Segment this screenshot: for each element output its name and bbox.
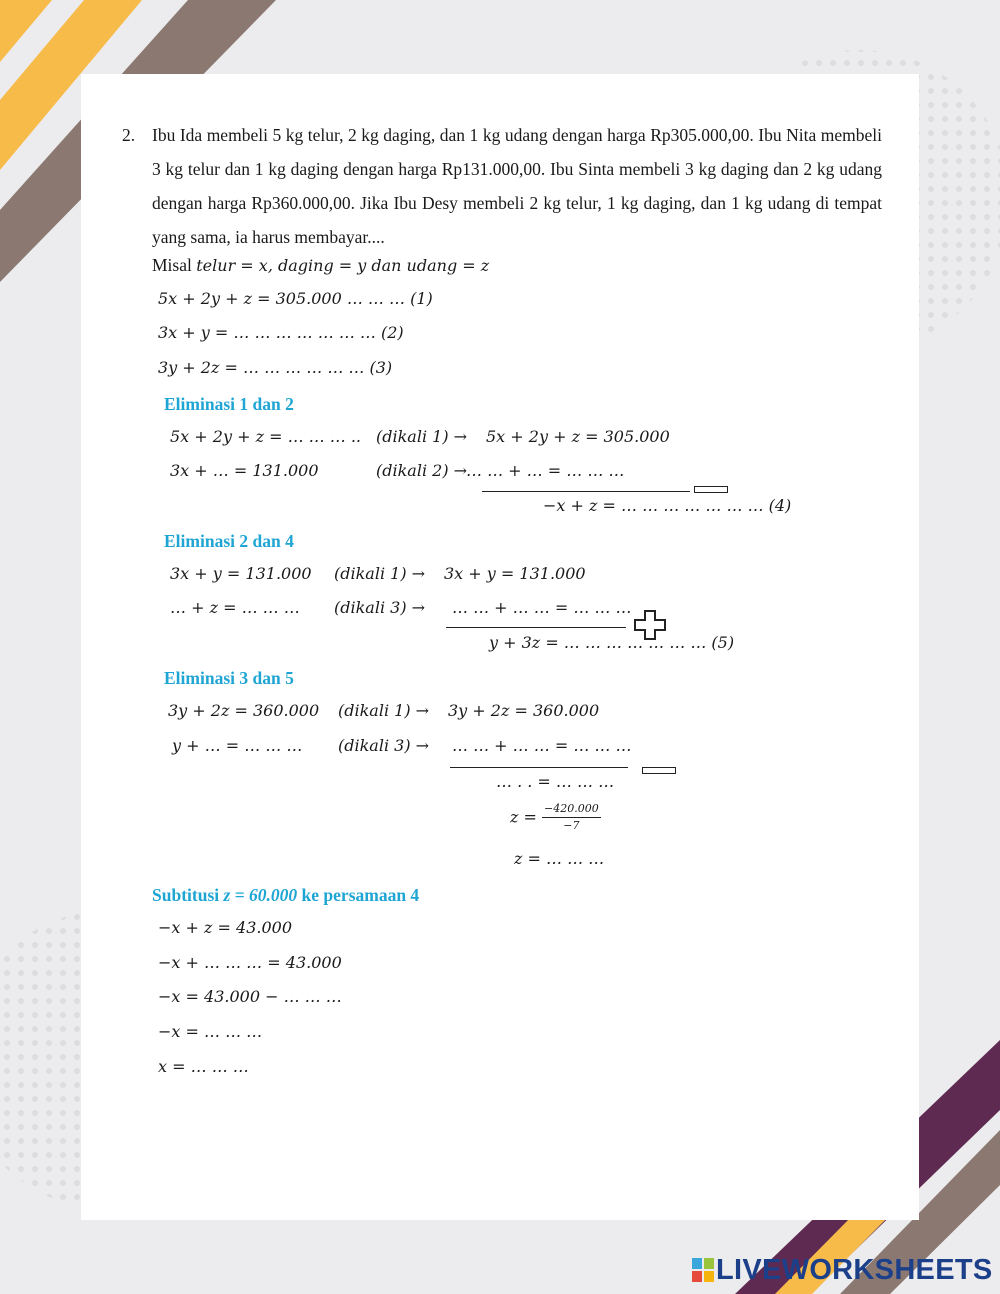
equation-3: 3y + 2z = … … … … … … (3) <box>158 358 393 377</box>
elim-1-2-row2-right: … … + … = … … … <box>466 461 625 480</box>
elim-3-5-row1-right: 3y + 2z = 360.000 <box>448 701 600 720</box>
elim-3-5-z-answer: z = … … … <box>514 849 605 868</box>
elim-3-5-row1-mult: (dikali 1) → <box>338 701 430 720</box>
substitution-line-1: −x + z = 43.000 <box>158 918 292 937</box>
misal-expression: telur = x, daging = y dan udang = z <box>196 256 490 275</box>
misal-line <box>152 257 489 275</box>
elim-2-4-title: Eliminasi 2 dan 4 <box>164 531 294 551</box>
elim-3-5-row2-right: … … + … … = … … … <box>452 736 632 755</box>
substitution-title <box>152 885 419 906</box>
elim-1-2-title: Eliminasi 1 dan 2 <box>164 394 294 414</box>
elim-3-5-fraction-line <box>510 802 601 833</box>
problem-number: 2. <box>122 125 136 145</box>
elim-1-2-row2-left: 3x + … = 131.000 <box>170 461 319 480</box>
elim-3-5-title: Eliminasi 3 dan 5 <box>164 668 294 688</box>
liveworksheets-logo-text[interactable]: LIVEWORKSHEETS <box>716 1254 993 1286</box>
substitution-title-suffix: ke persamaan 4 <box>297 885 420 905</box>
liveworksheets-logo-icon <box>692 1258 714 1282</box>
elim-2-4-row2-right: … … + … … = … … … <box>452 598 632 617</box>
equation-1: 5x + 2y + z = 305.000 … … … (1) <box>158 289 433 308</box>
elim-2-4-row2-mult: (dikali 3) → <box>334 598 426 617</box>
substitution-line-3: −x = 43.000 − … … … <box>158 987 342 1006</box>
problem-text: Ibu Ida membeli 5 kg telur, 2 kg daging, dan 1 kg udang dengan harga Rp305.000,00. Ibu Nita membeli 3 kg telur dan 1 kg daging dengan harga Rp131.000,00. Ibu Sinta membeli 3 kg daging dan 2 kg udang dengan harga Rp360.000,00. Jika Ibu Desy membeli 2 kg telur, 1 kg daging, dan 1 kg udang di tempat yang sama, ia harus membayar.... <box>152 125 882 247</box>
minus-operator-icon <box>642 767 676 774</box>
elim-1-2-row1-mult: (dikali 1) → <box>376 427 468 446</box>
elim-3-5-row1-left: 3y + 2z = 360.000 <box>168 701 320 720</box>
misal-label: Misal <box>152 255 197 275</box>
elim-2-4-row2-left: … + z = … … … <box>170 598 300 617</box>
substitution-line-2: −x + … … … = 43.000 <box>158 953 342 972</box>
fraction-denominator: −7 <box>563 818 580 832</box>
fraction-lhs: z = <box>510 807 537 827</box>
minus-operator-icon <box>694 486 728 493</box>
elim-1-2-row1-right: 5x + 2y + z = 305.000 <box>486 427 670 446</box>
fraction <box>542 802 601 833</box>
substitution-title-prefix: Subtitusi <box>152 885 224 905</box>
fraction-numerator: −420.000 <box>542 802 601 818</box>
substitution-line-4: −x = … … … <box>158 1022 263 1041</box>
equation-2: 3x + y = … … … … … … … (2) <box>158 323 404 342</box>
elim-2-4-sum-line <box>446 627 626 628</box>
elim-1-2-result: −x + z = … … … … … … … (4) <box>543 496 792 515</box>
elim-2-4-row1-mult: (dikali 1) → <box>334 564 426 583</box>
elim-3-5-row2-mult: (dikali 3) → <box>338 736 430 755</box>
elim-3-5-row3: … . . = … … … <box>496 772 615 791</box>
elim-1-2-row1-left: 5x + 2y + z = … … … .. <box>170 427 362 446</box>
elim-2-4-row1-left: 3x + y = 131.000 <box>170 564 312 583</box>
substitution-line-5: x = … … … <box>158 1057 249 1076</box>
elim-2-4-row1-right: 3x + y = 131.000 <box>444 564 586 583</box>
elim-3-5-sum-line <box>450 767 628 768</box>
elim-2-4-result: y + 3z = … … … … … … … (5) <box>489 633 735 652</box>
elim-1-2-row2-mult: (dikali 2) → <box>376 461 468 480</box>
substitution-title-math: z = 60.000 <box>223 885 298 905</box>
elim-3-5-row2-left: y + … = … … … <box>172 736 303 755</box>
elim-1-2-sum-line <box>482 491 690 492</box>
